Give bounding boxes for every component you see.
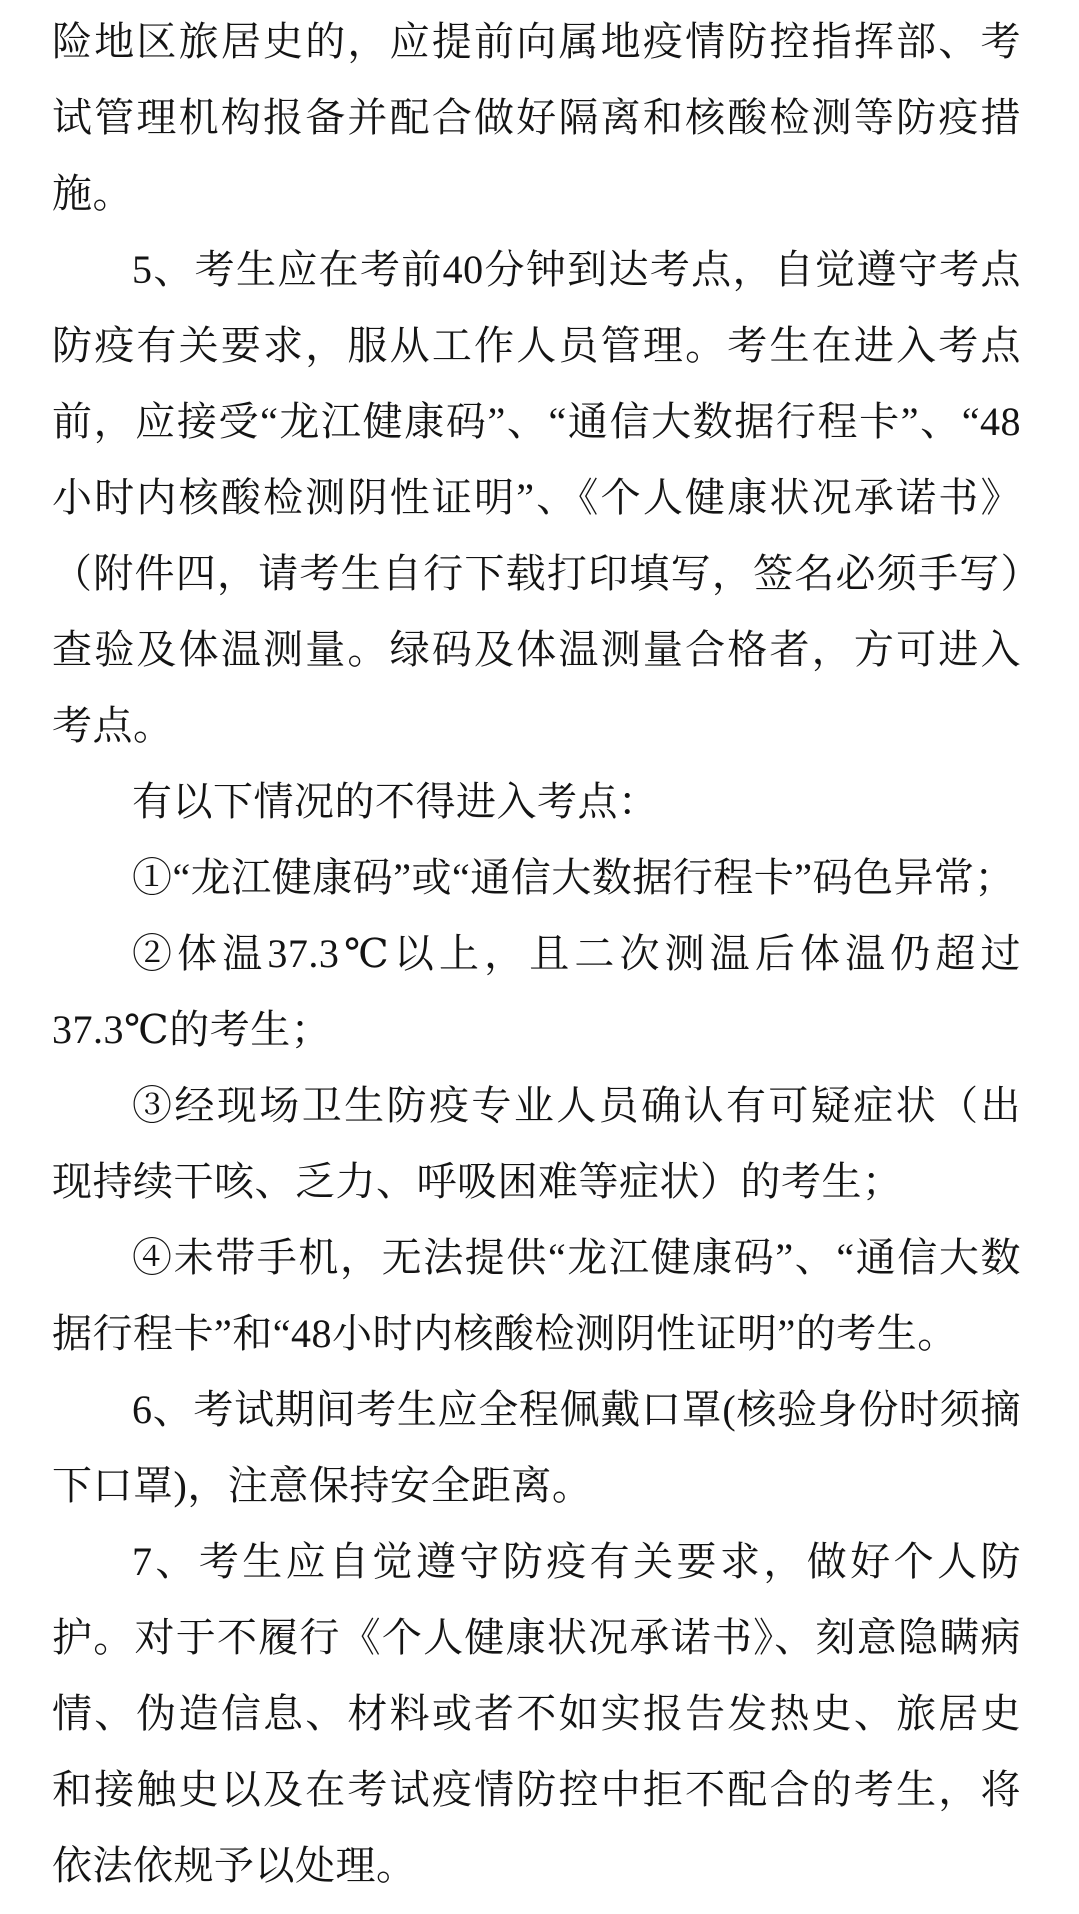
paragraph-continuation: 险地区旅居史的，应提前向属地疫情防控指挥部、考试管理机构报备并配合做好隔离和核酸检测等防疫措施。 bbox=[52, 19, 1021, 216]
paragraph-item-7: 7、考生应自觉遵守防疫有关要求，做好个人防护。对于不履行《个人健康状况承诺书》、刻意隐瞒病情、伪造信息、材料或者不如实报告发热史、旅居史和接触史以及在考试疫情防控中拒不配合的考生，将依法依规予以处理。 bbox=[52, 1539, 1021, 1888]
paragraph-condition-4: ④未带手机，无法提供“龙江健康码”、“通信大数据行程卡”和“48小时内核酸检测阴性证明”的考生。 bbox=[52, 1235, 1021, 1356]
paragraph-item-5: 5、考生应在考前40分钟到达考点，自觉遵守考点防疫有关要求，服从工作人员管理。考生在进入考点前，应接受“龙江健康码”、“通信大数据行程卡”、“48小时内核酸检测阴性证明”、《个人健康状况承诺书》（附件四，请考生自行下载打印填写，签名必须手写）查验及体温测量。绿码及体温测量合格者，方可进入考点。 bbox=[52, 247, 1021, 748]
paragraph-condition-3: ③经现场卫生防疫专业人员确认有可疑症状（出现持续干咳、乏力、呼吸困难等症状）的考生； bbox=[52, 1083, 1021, 1204]
paragraph-conditions-lead: 有以下情况的不得进入考点： bbox=[132, 779, 659, 824]
paragraph-item-6: 6、考试期间考生应全程佩戴口罩(核验身份时须摘下口罩)，注意保持安全距离。 bbox=[52, 1387, 1021, 1508]
paragraph-condition-1: ①“龙江健康码”或“通信大数据行程卡”码色异常； bbox=[132, 855, 1016, 900]
paragraph-condition-2: ②体温37.3℃以上，且二次测温后体温仍超过37.3℃的考生； bbox=[52, 931, 1021, 1052]
